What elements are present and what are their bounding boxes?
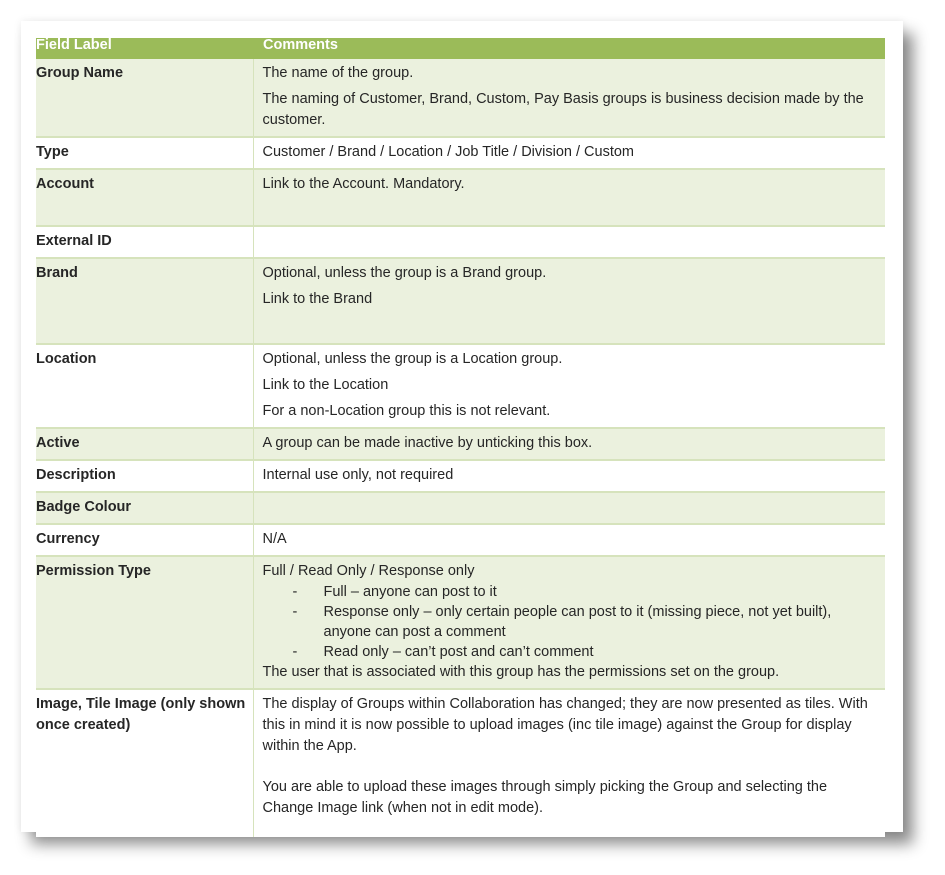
comment-paragraph: You are able to upload these images through simply picking the Group and selecting the Change Image link (when not in edit mode). <box>262 779 828 816</box>
table-row <box>36 428 885 460</box>
row-label-location: Location <box>36 344 253 428</box>
table-row <box>36 226 885 258</box>
row-comment-brand <box>253 258 885 344</box>
comment-line: Optional, unless the group is a Brand group. <box>262 265 547 281</box>
table-row <box>36 137 885 169</box>
row-label-image: Image, Tile Image (only shown once created) <box>36 689 253 837</box>
row-comment-image <box>253 689 885 837</box>
table-row <box>36 492 885 524</box>
table-row <box>36 59 885 137</box>
row-comment-active <box>253 428 885 460</box>
bullet-text: Full – anyone can post to it <box>323 584 497 600</box>
row-comment-account <box>253 169 885 226</box>
row-label-description: Description <box>36 460 253 492</box>
header-comments: Comments <box>253 38 885 59</box>
row-label-type: Type <box>36 137 253 169</box>
row-comment-description <box>253 460 885 492</box>
comment-line: The name of the group. <box>262 65 414 81</box>
permission-intro: Full / Read Only / Response only <box>262 563 475 579</box>
permission-bullet-list <box>263 582 878 662</box>
table-row <box>36 169 885 226</box>
table-header-row <box>36 38 885 59</box>
bullet-dash-icon: - <box>292 584 298 600</box>
comment-line: N/A <box>262 531 287 547</box>
row-label-group-name: Group Name <box>36 59 253 137</box>
bullet-text: Response only – only certain people can post to it (missing piece, not yet built), anyone can post a comment <box>323 604 832 640</box>
row-label-permission-type: Permission Type <box>36 556 253 689</box>
table-row <box>36 524 885 556</box>
comment-line: Customer / Brand / Location / Job Title / Division / Custom <box>262 144 635 160</box>
table-row <box>36 689 885 837</box>
row-comment-permission-type <box>253 556 885 689</box>
bullet-item <box>263 582 878 602</box>
row-label-external-id: External ID <box>36 226 253 258</box>
comment-line: Link to the Brand <box>262 291 373 307</box>
table-row <box>36 258 885 344</box>
row-label-brand: Brand <box>36 258 253 344</box>
comment-line: The naming of Customer, Brand, Custom, Pay Basis groups is business decision made by the customer. <box>262 91 864 128</box>
comment-line: Optional, unless the group is a Location group. <box>262 351 563 367</box>
bullet-item <box>263 642 878 662</box>
row-label-account: Account <box>36 169 253 226</box>
table-row <box>36 344 885 428</box>
comment-line: A group can be made inactive by unticking this box. <box>262 435 593 451</box>
field-definitions-table <box>36 38 885 837</box>
bullet-item <box>263 602 878 642</box>
table-row <box>36 460 885 492</box>
comment-line: Internal use only, not required <box>262 467 454 483</box>
header-field-label: Field Label <box>36 38 253 59</box>
comment-paragraph: The display of Groups within Collaboration has changed; they are now presented as tiles. With this in mind it is now possible to upload images (inc tile image) against the Group for display within the App. <box>262 696 868 754</box>
row-comment-location <box>253 344 885 428</box>
bullet-text: Read only – can’t post and can’t comment <box>323 644 594 660</box>
row-label-badge-colour: Badge Colour <box>36 492 253 524</box>
row-comment-group-name <box>253 59 885 137</box>
bullet-dash-icon: - <box>292 644 298 660</box>
bullet-dash-icon: - <box>292 604 298 620</box>
comment-line: For a non-Location group this is not relevant. <box>262 403 551 419</box>
row-comment-badge-colour <box>253 492 885 524</box>
row-comment-external-id <box>253 226 885 258</box>
row-label-active: Active <box>36 428 253 460</box>
table-row <box>36 556 885 689</box>
row-label-currency: Currency <box>36 524 253 556</box>
comment-line: Link to the Location <box>262 377 389 393</box>
row-comment-type <box>253 137 885 169</box>
comment-line: Link to the Account. Mandatory. <box>262 176 465 192</box>
permission-outro: The user that is associated with this group has the permissions set on the group. <box>262 664 780 680</box>
row-comment-currency <box>253 524 885 556</box>
